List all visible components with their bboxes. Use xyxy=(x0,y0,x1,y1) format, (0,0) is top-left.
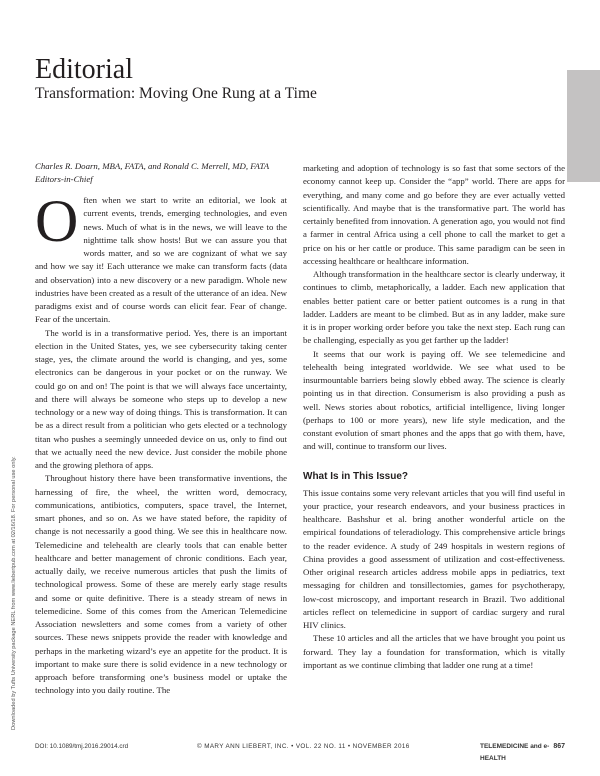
paragraph-paying-off: It seems that our work is paying off. We see telemedicine and telehealth being integrated worldwide. We see what used to be insurmountable barriers being slowly ebbed away. The science is clearly pointing us in that direction. Consumerism is also providing a push as well. News stories about robotics, artificial intelligence, living longer (perhaps to 100 or more years), new life style medication, and the constant evolution of smart phones and the apps that go with them, have, and will, continue to transform our lives. xyxy=(303,348,565,452)
drop-cap: O xyxy=(35,188,79,254)
footer-doi: DOI: 10.1089/tmj.2016.29014.crd xyxy=(35,743,129,750)
left-column xyxy=(35,188,287,698)
paragraph-ladder: Although transformation in the healthcare sector is clearly underway, it continues to climb, metaphorically, a ladder. Each new application that enables better patient care or better patient outcomes is a rung in that ladder. Ladders are meant to be climbed. But as in any ladder, make sure it is in proper working order before you take the next step. Each rung can be challenging, especially as you get farther up the ladder! xyxy=(303,269,565,346)
paragraph-intro xyxy=(35,188,287,327)
download-notice-text: Downloaded by Tufts University package NERL from www.liebertpub.com at 02/16/18. For personal use only. xyxy=(11,456,17,730)
paragraph-closing: These 10 articles and all the articles that we have brought you point us forward. They lay a foundation for transformation, which is vitally important as we continue climbing that ladder one rung at a time! xyxy=(303,633,565,670)
footer-publisher: © MARY ANN LIEBERT, INC. • VOL. 22 NO. 11 • NOVEMBER 2016 xyxy=(197,743,410,750)
footer-journal: TELEMEDICINE and e-HEALTH xyxy=(480,743,550,762)
paragraph-history: Throughout history there have been transformative inventions, the harnessing of fire, the wheel, the written word, democracy, communications, antibiotics, computers, space travel, the Internet, smart phones, and so on. As we have stated before, the rapidity of change is not necessarily a good thing. We see this in healthcare now. Telemedicine and telehealth are clearly tools that can enable better healthcare and better management of chronic conditions. Each year, actually daily, we receive numerous articles that push the limits of technological prowess. Some of these are merely early stage results and some or quite definitive. There is a steady stream of news in telemedicine. Some of this comes from the American Telemedicine Association newsletters and some comes from a variety of other sources. These news snippets provide the reader with knowledge and perhaps in the marketing wizard’s eye an appetite for the product. It is important to make sure there is solid evidence in a new technology or approach before transforming one’s business model or uptake the technology into you daily routine. The xyxy=(35,473,287,696)
article-type-title: Editorial xyxy=(35,54,133,85)
section-tab xyxy=(567,70,600,182)
page-footer xyxy=(35,741,565,762)
author-block xyxy=(35,160,285,186)
page-number: 867 xyxy=(553,743,565,750)
author-role: Editors-in-Chief xyxy=(35,174,93,184)
paragraph-intro-text: ften when we start to write an editorial, we look at current events, trends, emerging technologies, and even news. Much of what is in the news, we will leave to the nighttime talk show hosts! But we can assure you that words matter, and so we are cognizant of what we say and how we say it! Each utterance we make can transform facts (data and observation) into a new discovery or a new paradigm. Whole new industries have been created as a result of the utterance of an idea. New paradigms exist and of course words can elicit fear. Fear of change. Fear of the uncertain. xyxy=(35,195,287,325)
author-names: Charles R. Doarn, MBA, FATA, and Ronald C. Merrell, MD, FATA xyxy=(35,161,270,171)
paragraph-issue-contents: This issue contains some very relevant articles that you will find useful in your practice, your research endeavors, and your business practices in healthcare. Bashshur et al. bring another wonderful article on the empirical foundations of teleradiology. This comprehensive article brings to the reader evidence. A study of 249 hospitals in western regions of China provides a good assessment of utilization and cost-effectiveness. Other original research articles address mobile apps in pediatrics, text messaging for children and tonsillectomies, games for psychotherapy, low-cost microscopy, and important research in Brazil. Two additional articles reflect on telemedicine in support of cardiac surgery and rural HIV clinics. xyxy=(303,487,565,630)
section-heading: What Is in This Issue? xyxy=(303,470,409,482)
right-column xyxy=(303,162,565,672)
paragraph-transformative-period: The world is in a transformative period. Yes, there is an important election in the United States, yes, we see cybersecurity taking center stage, yes, the climate around the world is changing, and yes, some electronics can be dangerous in your pocket or on the runway. We could go on and on! The point is that we will always face uncertainty, and there will always be someone who steps up to develop a new technology or a new way of doing things. This is transformation. It can be as a direct result from a politician who gets elected or a technology titan who pushes a seemingly unneeded device on us, only to find out that we actually need the new device. Just consider the mobile phone and the growing plethora of apps. xyxy=(35,327,287,470)
paragraph-marketing: marketing and adoption of technology is so fast that some sectors of the economy cannot keep up. Consider the “app” world. There are apps for everything, and many come and go before they are ever actually vetted scientifically. And maybe that is the transformative part. The world has certainly benefited from innovation. A generation ago, you would not find a farmer in central Africa using a cell phone to call the market to get a price on his or her cattle or produce. This same paradigm can be seen in accessing healthcare or healthcare information. xyxy=(303,163,565,266)
article-title: Transformation: Moving One Rung at a Time xyxy=(35,85,317,102)
download-notice xyxy=(8,190,20,730)
